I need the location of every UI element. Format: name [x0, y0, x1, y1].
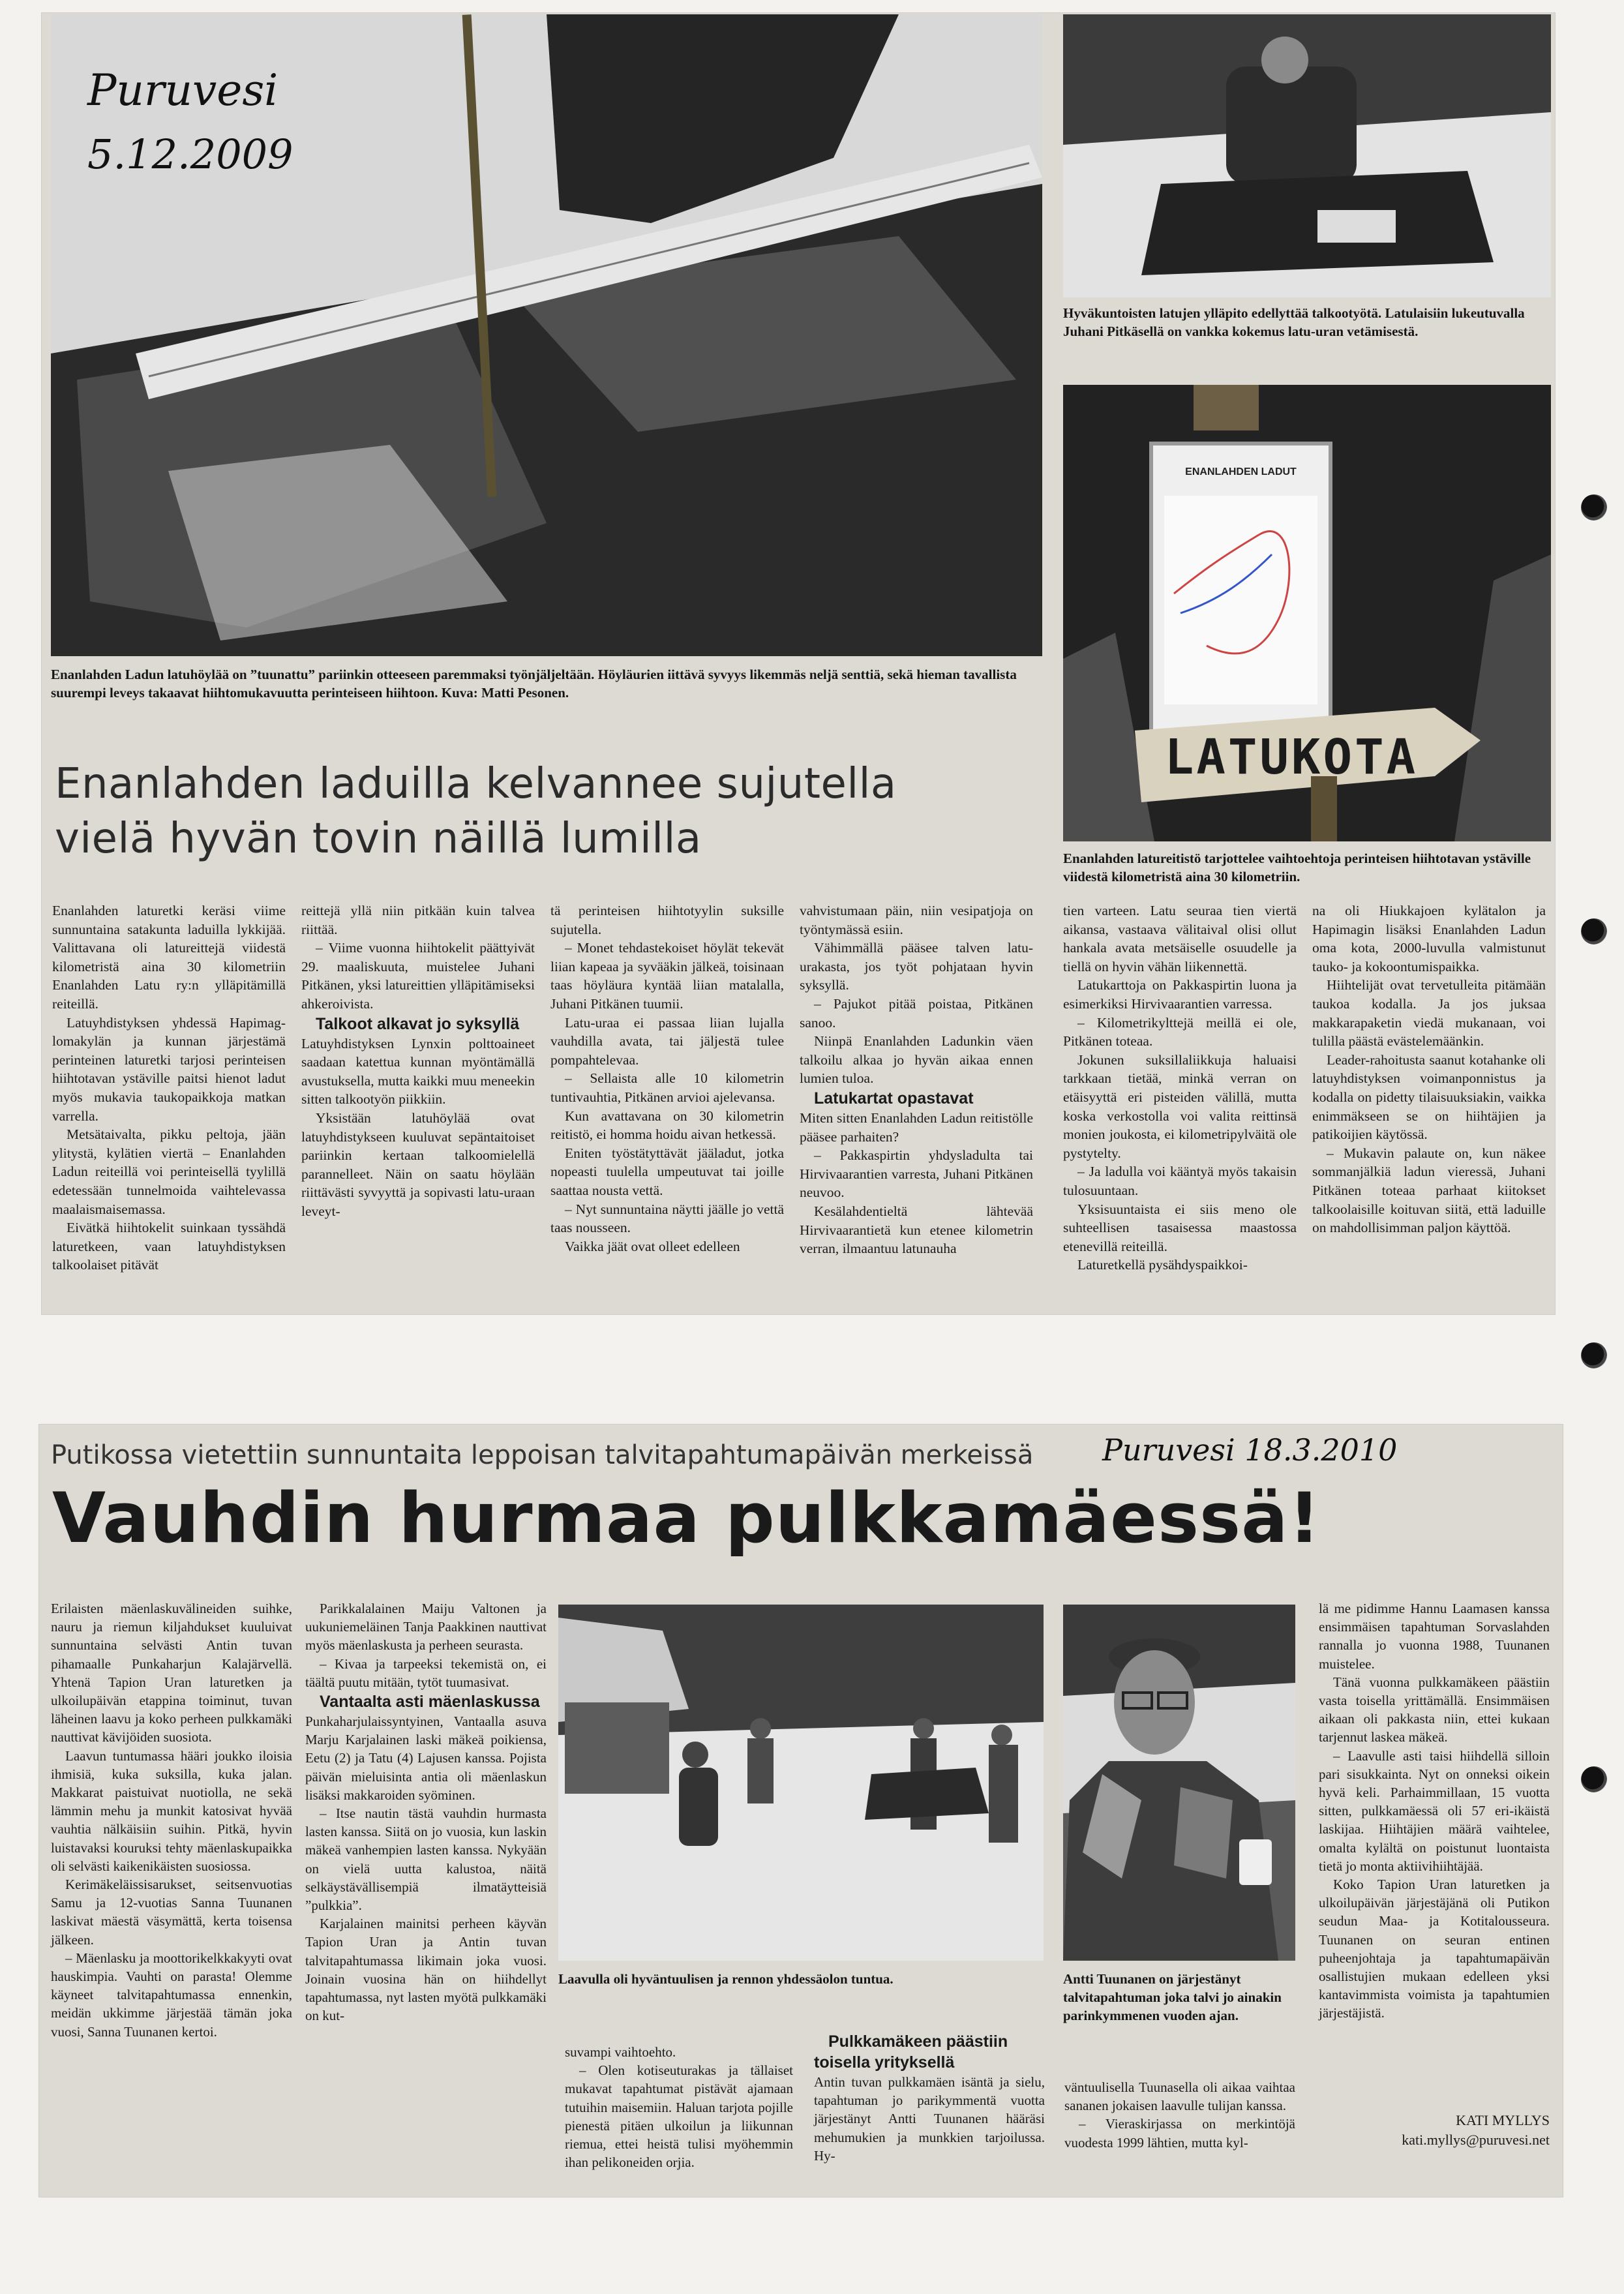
article1-col4-p5: Miten sitten Enanlahden Ladun reitistölle pääsee parhaiten? — [800, 1109, 1033, 1145]
article1-col3-p5: Kun avattavana on 30 kilometrin reitistö, ei homma hoidu aivan hetkessä. — [550, 1108, 784, 1143]
article1-column-5 — [1063, 901, 1297, 1275]
latukota-sign: LATUKOTA — [1164, 729, 1419, 785]
article2-col1-p3: Kerimäkeläissisarukset, seitsenvuotias Samu ja 12-vuotias Sanna Tuunanen laskivat mäestä väsymättä, kerta toisensa jälkeen. — [51, 1877, 292, 1948]
article1-headline-line1: Enanlahden laduilla kelvannee sujutella — [55, 760, 897, 808]
article1-col3-p2: – Monet tehdastekoiset höylät tekevät liian kapeaa ja syvääkin jälkeä, toisinaan taas höyläura kyntää liian matalalla, Juhani Pitkänen tuumii. — [550, 940, 784, 1012]
map-sign-caption: Enanlahden latureitistö tarjottelee vaihtoehtoja perinteisen hiihtotavan ystäville viidestä kilometristä aina 30 kilometriin. — [1063, 851, 1531, 884]
article1-col3-p6: Eniten työstätyttävät jääladut, jotka nopeasti tuulella umpeutuvat tai joille saattaa nousta vettä. — [550, 1145, 784, 1198]
sledding-laavu-photo — [558, 1605, 1044, 1961]
article1-col2-p2: – Viime vuonna hiihtokelit päättyivät 29. maaliskuuta, muistelee Juhani Pitkänen, yksi latureittien ylläpitämiseksi ahkeroivista. — [301, 940, 535, 1012]
article2-col1-p2: Laavun tuntumassa hääri joukko iloisia ihmisiä, kuka suksilla, kuka jalan. Makkarat paistuivat nuotiolla, ne sekä lämmin mehu ja munkit katosivat hyvää vauhtia nälkäisiin suihin. Pitkä, hyvin luistavaksi kouruksi tehty mäenlaskupaikka oli selvästi kaikenikäisten suosiossa. — [51, 1747, 292, 1874]
snowmobile-caption: Hyväkuntoisten latujen ylläpito edellyttää talkootyötä. Latulaisiin lukeutuvalla Juhani Pitkäsellä on vankka kokemus latu-uran vetämisestä. — [1063, 305, 1525, 339]
handwritten-source-2: Puruvesi 18.3.2010 — [1102, 1432, 1398, 1468]
article1-subhead-talkoot: Talkoot alkavat jo syksyllä — [316, 1014, 520, 1033]
punch-hole-3 — [1581, 1342, 1607, 1368]
article2-col6-p4: Koko Tapion Uran laturetken ja ulkoilupäivän järjestäjänä oli Putikon seudun Maa- ja Kotitalousseura. Tuunanen on seuran entinen puheenjohtaja ja tapahtumapäivän osallistujien mukaan edelleen yksi kantavimmista voimista ja tapahtumien järjestäjistä. — [1319, 1877, 1550, 2021]
sledding-photo-caption: Laavulla oli hyväntuulisen ja rennon yhdessäolon tuntua. — [558, 1971, 894, 1987]
article2-col6-p3: – Laavulle asti taisi hiihdellä silloin pari sisukkainta. Nyt on onneksi oikein hyvä keli. Parhaimmillaan, 15 vuotta sitten, pulkkamäessä oli 57 eri-ikäistä laskijaa. Hiihtäjien määrä vaihtelee, omalta kylältä on poistunut luontaista tietä jo monta aktiivihiihtäjää. — [1319, 1747, 1550, 1874]
article1-col1-p4: Eivätkä hiihtokelit suinkaan tyssähdä laturetkeen, vaan latuyhdistyksen talkoolaiset pitävät — [52, 1220, 286, 1273]
article2-col5-p2: – Vieraskirjassa on merkintöjä vuodesta 1999 lähtien, mutta kyl- — [1064, 2116, 1295, 2151]
article1-col3-p1: tä perinteisen hiihtotyylin suksille sujutella. — [550, 903, 784, 937]
article2-column-1 — [51, 1599, 292, 2041]
article1-col1-p3: Metsätaivalta, pikku peltoja, jään ylitystä, kylätien viertä – Enanlahden Ladun reiteillä voi perinteisellä tyylillä edetessään tunnelmoida vaihtelevassa maalaismaisemassa. — [52, 1126, 286, 1217]
antti-tuunanen-portrait — [1063, 1605, 1295, 1961]
main-photo-caption: Enanlahden Ladun latuhöylää on ”tuunattu” pariinkin otteeseen paremmaksi työnjäljeltään. Höyläurien iittävä syvyys likemmäs neljä senttiä, sekä hieman tavallista suurempi leveys takaavat hiihtomukavuutta perinteiseen hiihtoon. Kuva: Matti Pesonen. — [51, 667, 1017, 701]
trail-map-sign-photo — [1063, 385, 1551, 841]
article1-subhead-latukartat: Latukartat opastavat — [814, 1089, 974, 1108]
article2-col2-p2: – Kivaa ja tarpeeksi tekemistä on, ei täältä puutu mitään, tytöt tuumasivat. — [305, 1655, 547, 1690]
article2-col3-p1: suvampi vaihtoehto. — [565, 2044, 676, 2060]
article1-col2-p4: Yksistään latuhöylää ovat latuyhdistykseen kuuluvat sepäntaitoiset pariinkin kertaan talkoomielellä parannelleet. Näin on saatu höylään riittävästi syvyyttä ja sopivasti latu-uraan leveyt- — [301, 1109, 535, 1219]
article1-column-4 — [800, 901, 1033, 1258]
article1-col3-p7: – Nyt sunnuntaina näytti jäälle jo vettä taas nousseen. — [550, 1201, 784, 1236]
article1-col4-p4: Niinpä Enanlahden Ladunkin väen talkoilu alkaa jo hyvän aikaa ennen lumien tuloa. — [800, 1033, 1033, 1087]
article1-headline-line2: vielä hyvän tovin näillä lumilla — [55, 815, 702, 863]
article1-col4-p7: Kesälahdentieltä lähtevää Hirvivaarantietä kun etenee kilometrin verran, ilmaantuu latunauha — [800, 1203, 1033, 1257]
article1-col5-p1: tien varteen. Latu seuraa tien viertä aikansa, vastaava välitaival olisi ollut hankala avata metsäiselle osuudelle ja tiellä on hyvin vähän liikennettä. — [1063, 903, 1297, 974]
article1-col4-p1: vahvistumaan päin, niin vesipatjoja on työntymässä esiin. — [800, 903, 1033, 937]
article2-col2-p5: Karjalainen mainitsi perheen käyvän Tapion Uran ja Antin tuvan talvitapahtumassa likimain joka vuosi. Joinain vuosina hän on hiihdellyt tapahtumassa, nyt lasten myötä pulkkamäki on kut- — [305, 1916, 547, 2024]
article1-column-3 — [550, 901, 784, 1256]
article1-col3-p8: Vaikka jäät ovat olleet edelleen — [565, 1238, 740, 1254]
article1-col6-p2: Hiihtelijät ovat tervetulleita pitämään taukoa kodalla. Ja jos juksaa makkarapaketin viedä mukanaan, voi tulilla päästä evästelemäänkin. — [1312, 977, 1546, 1049]
article2-kicker: Putikossa vietettiin sunnuntaita leppoisan talvitapahtumapäivän merkeissä — [51, 1440, 1034, 1470]
article1-col5-p6: Yksisuuntaista ei siis meno ole suhteellisen tasaisessa maastossa etenevillä reiteillä. — [1063, 1201, 1297, 1254]
article2-col1-p1: Erilaisten mäenlaskuvälineiden suihke, nauru ja riemun kiljahdukset kuuluivat sunnuntaina selvästi Antin tuvan pihamaalle Punkaharjun Kalajärvellä. Yhtenä Tapion Uran laturetken ja ulkoilupäivän etappina toiminut, tuvan läheinen laavu ja koko perheen pulkkamäki nauttivat kävijöiden suosiota. — [51, 1601, 292, 1745]
article1-col6-p1: na oli Hiukkajoen kylätalon ja Hapimagin lisäksi Enanlahden Ladun oma kota, 2000-luvulla valmistunut tauko- ja kokoontumispaikka. — [1312, 903, 1546, 974]
article1-col4-p3: – Pajukot pitää poistaa, Pitkänen sanoo. — [800, 995, 1033, 1031]
byline-email: kati.myllys@puruvesi.net — [1402, 2132, 1550, 2148]
byline-name: KATI MYLLYS — [1456, 2112, 1550, 2128]
article1-column-2 — [301, 901, 535, 1221]
article2-col6-p2: Tänä vuonna pulkkamäkeen päästiin vasta toisella yrittämällä. Ensimmäisen aikaan oli pakkasta niin, ettei kukaan tarjennut laskea mäkeä. — [1319, 1674, 1550, 1745]
article1-col2-p1: reittejä yllä niin pitkään kuin talvea riittää. — [301, 903, 535, 937]
article1-col3-p4: – Sellaista alle 10 kilometrin tuntivauhtia, Pitkänen arvioi ajelevansa. — [550, 1070, 784, 1105]
article2-subhead-pulkkamakeen: Pulkkamäkeen päästiin toisella yrityksellä — [814, 2032, 1008, 2072]
article2-col6-p1: lä me pidimme Hannu Laamasen kanssa ensimmäisen tapahtuman Sorvaslahden rannalla jo vuonna 1988, Tuunanen muistelee. — [1319, 1601, 1550, 1672]
handwritten-source: Puruvesi — [87, 65, 278, 115]
article2-column-5 — [1064, 2078, 1295, 2152]
article2-col2-p4: – Itse nautin tästä vauhdin hurmasta lasten kanssa. Siitä on jo vuosia, kun laskin mäkeä vanhempien lasten kanssa. Nykyään on vielä uutta kalustoa, näitä selkäystävällisempiä ilmatäytteisiä ”pulkkia”. — [305, 1805, 547, 1914]
article2-column-3 — [565, 2043, 793, 2171]
article2-col2-p3: Punkaharjulaissyntyinen, Vantaalla asuva Marju Karjalainen laski mäkeä poikiensa, Eetu (2) ja Tatu (4) Lajusen kanssa. Pojista päivän mieluisinta antia oli mäenlaskun lisäksi makkaroiden syöminen. — [305, 1713, 547, 1803]
article1-col2-p3: Latuyhdistyksen Lynxin polttoaineet saadaan katettua kunnan myöntämällä avustuksella, mutta kaikki muu meneekin sitten talkootyön piikkiin. — [301, 1035, 535, 1108]
article1-col3-p3: Latu-uraa ei passaa liian lujalla vauhdilla avata, tai jäljestä tulee pompahtelevaa. — [550, 1014, 784, 1068]
punch-hole-4 — [1581, 1766, 1607, 1792]
article2-col2-p1: Parikkalalainen Maiju Valtonen ja uukuniemeläinen Tanja Paakkinen nauttivat myös mäenlaskusta ja perheen seurasta. — [305, 1601, 547, 1653]
handwritten-date: 5.12.2009 — [87, 130, 293, 178]
punch-hole-2 — [1581, 918, 1607, 944]
article1-column-6 — [1312, 901, 1546, 1237]
article1-col5-p7: Laturetkellä pysähdyspaikkoi- — [1077, 1257, 1248, 1273]
article2-col3-p2: – Olen kotiseuturakas ja tällaiset mukavat tapahtumat pistävät ajamaan tutuihin maisemiin. Haluan tarjota pojille pienestä pitäen ulkoilun ja liikunnan riemua, ettei heistä tulisi myöhemmin ihan pelikoneiden orjia. — [565, 2062, 793, 2171]
article2-subhead-vantaalta: Vantaalta asti mäenlaskussa — [320, 1693, 540, 1712]
article2-col1-p4: – Mäenlasku ja moottorikelkkakyyti ovat hauskimpia. Vauhti on parasta! Olemme käyneet talvitapahtumassa ennenkin, meidän ukkimme järjestää tämän joka vuosi, Sanna Tuunanen kertoi. — [51, 1950, 292, 2040]
map-title: ENANLAHDEN LADUT — [1185, 466, 1297, 477]
article1-col1-p1: Enanlahden laturetki keräsi viime sunnuntaina satakunta laduilla lykkijää. Valittavana oli latureittejä viidestä kilometristä aina 30 kilometriin Enanlahden Latu ry:n ylläpitämillä reiteillä. — [52, 903, 286, 1012]
newspaper-clipping-1 — [42, 13, 1555, 1314]
article1-col5-p3: – Kilometrikylttejä meillä ei ole, Pitkänen toteaa. — [1063, 1014, 1297, 1049]
article2-column-6 — [1319, 1599, 1550, 2023]
article1-col1-p2: Latuyhdistyksen yhdessä Hapimag-lomakylän ja kunnan järjestämä perinteinen laturetki tarjosi perinteisen hiihtotavan ystäville paitsi hienot ladut myös mukavia taukopaikkoja matkan varrella. — [52, 1014, 286, 1124]
article1-col6-p3: Leader-rahoitusta saanut kotahanke oli latuyhdistyksen voimanponnistus ja kodalla on pidetty tilaisuuksiakin, vaikka enimmäkseen se on hiihtäjien ja patikoijien käytössä. — [1312, 1051, 1546, 1143]
article2-column-2 — [305, 1599, 547, 2025]
snowmobile-photo — [1063, 14, 1551, 297]
article2-col5-p1: väntuulisella Tuunasella oli aikaa vaihtaa sananen jokaisen laavulle tulijan kanssa. — [1064, 2079, 1295, 2114]
article1-col4-p6: – Pakkaspirtin yhdysladulta tai Hirvivaarantien varresta, Juhani Pitkänen neuvoo. — [800, 1147, 1033, 1201]
article1-col6-p4: – Mukavin palaute on, kun näkee sommanjälkiä ladun vieressä, Juhani Pitkänen toteaa parhaat kiitokset talkoolaisille koituvan siitä, että laduille on mahdollisimman paljon käyttöä. — [1312, 1145, 1546, 1236]
newspaper-clipping-2 — [39, 1425, 1563, 2197]
article1-col5-p4: Jokunen suksillaliikkuja haluaisi tarkkaan tietää, minkä verran on etäisyyttä eri pisteiden välillä, mutta koska verkostolla voi valita reittinsä monien joukosta, ei kilometripylväitä ole pystytelty. — [1063, 1051, 1297, 1161]
article1-col4-p2: Vähimmällä pääsee talven latu-urakasta, jos työt pohjataan hyvin syksyllä. — [800, 940, 1033, 993]
article2-column-4 — [814, 2031, 1045, 2165]
article2-col4-p1: Antin tuvan pulkkamäen isäntä ja sielu, tapahtuman jo parikymmentä vuotta järjestänyt Antti Tuunanen hääräsi mehumukien ja munkkien tarjoilussa. Hy- — [814, 2074, 1045, 2164]
article2-headline: Vauhdin hurmaa pulkkamäessä! — [52, 1478, 1321, 1558]
article1-col5-p5: – Ja ladulla voi kääntyä myös takaisin tulosuuntaan. — [1063, 1164, 1297, 1198]
article1-column-1 — [52, 901, 286, 1275]
article1-col5-p2: Latukarttoja on Pakkaspirtin luona ja esimerkiksi Hirvivaarantien varressa. — [1063, 977, 1297, 1012]
punch-hole-1 — [1581, 494, 1607, 521]
portrait-caption: Antti Tuunanen on järjestänyt talvitapahtuman joka talvi jo ainakin parinkymmenen vuoden ajan. — [1063, 1971, 1282, 2023]
